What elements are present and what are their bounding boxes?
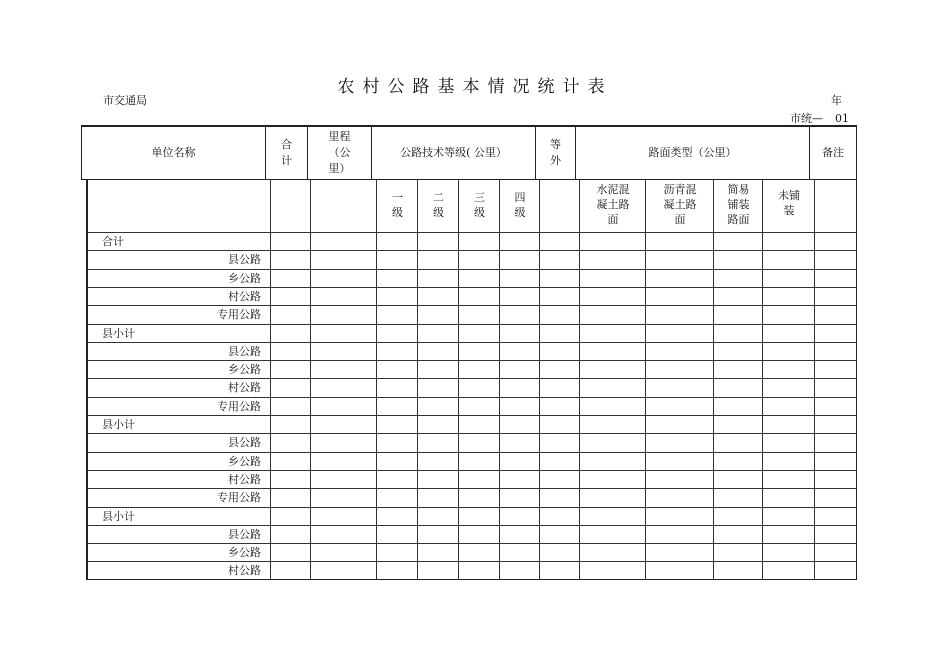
subheader-unpaved: 未铺 装 <box>778 189 800 217</box>
table-row <box>88 507 856 526</box>
row-label: 专用公路 <box>217 399 261 413</box>
subheader-asphalt: 沥青混 凝土路 面 <box>663 183 697 226</box>
header-surface-type: 路面类型（公里） <box>576 127 810 179</box>
header-total: 合 计 <box>266 127 308 179</box>
table-row <box>88 305 856 324</box>
year-label: 年 <box>831 94 842 107</box>
table-row <box>88 470 856 489</box>
table-header <box>81 125 857 180</box>
table-row <box>88 543 856 562</box>
header-mileage: 里程 （公 里） <box>308 127 372 179</box>
table-row <box>88 269 856 288</box>
table-row <box>88 488 856 507</box>
row-label: 县公路 <box>228 344 261 358</box>
form-number-prefix: 市统— <box>790 112 823 125</box>
form-title: 农村公路基本情况统计表 <box>337 77 613 97</box>
row-label: 村公路 <box>228 381 261 395</box>
table-body <box>86 180 857 580</box>
table-row <box>88 433 856 452</box>
table-row <box>88 287 856 306</box>
form-number-value: 01 <box>835 112 849 125</box>
row-label: 村公路 <box>228 564 261 578</box>
subheader-grade2: 二 级 <box>433 191 444 219</box>
row-label: 合计 <box>102 235 124 248</box>
table-row <box>88 342 856 361</box>
header-substandard: 等 外 <box>536 127 576 179</box>
form-number <box>790 110 849 126</box>
organization-label: 市交通局 <box>103 94 147 107</box>
header-tech-grade: 公路技术等级( 公里） <box>372 127 536 179</box>
row-label: 村公路 <box>228 472 261 486</box>
row-label: 县公路 <box>228 436 261 450</box>
table-row <box>88 452 856 471</box>
table-row <box>88 525 856 544</box>
row-label: 县小计 <box>102 326 135 340</box>
row-label: 乡公路 <box>228 363 261 377</box>
header-unit-name: 单位名称 <box>82 127 266 179</box>
table-row <box>88 397 856 416</box>
table-row <box>88 561 856 580</box>
row-label: 专用公路 <box>217 308 261 322</box>
row-label: 县小计 <box>102 509 135 523</box>
row-label: 乡公路 <box>228 271 261 285</box>
subheader-grade4: 四 级 <box>514 191 526 219</box>
table-row <box>88 324 856 343</box>
row-label: 县公路 <box>228 527 261 541</box>
subheader-grade3: 三 级 <box>474 191 485 219</box>
row-label: 专用公路 <box>217 491 261 505</box>
row-label: 村公路 <box>228 289 261 303</box>
subheader-simple: 简易 铺装 路面 <box>727 183 750 226</box>
subheader-cement: 水泥混 凝土路 面 <box>596 183 630 226</box>
table-row <box>88 232 856 251</box>
row-label: 县小计 <box>102 418 135 431</box>
table-row <box>88 415 856 434</box>
row-label: 乡公路 <box>228 454 261 468</box>
row-label: 乡公路 <box>228 546 261 560</box>
table-row <box>88 378 856 397</box>
header-remarks: 备注 <box>822 146 844 159</box>
table-row <box>88 360 856 379</box>
subheader-grade1: 一 级 <box>392 191 403 219</box>
table-row <box>88 250 856 269</box>
row-label: 县公路 <box>228 253 261 267</box>
